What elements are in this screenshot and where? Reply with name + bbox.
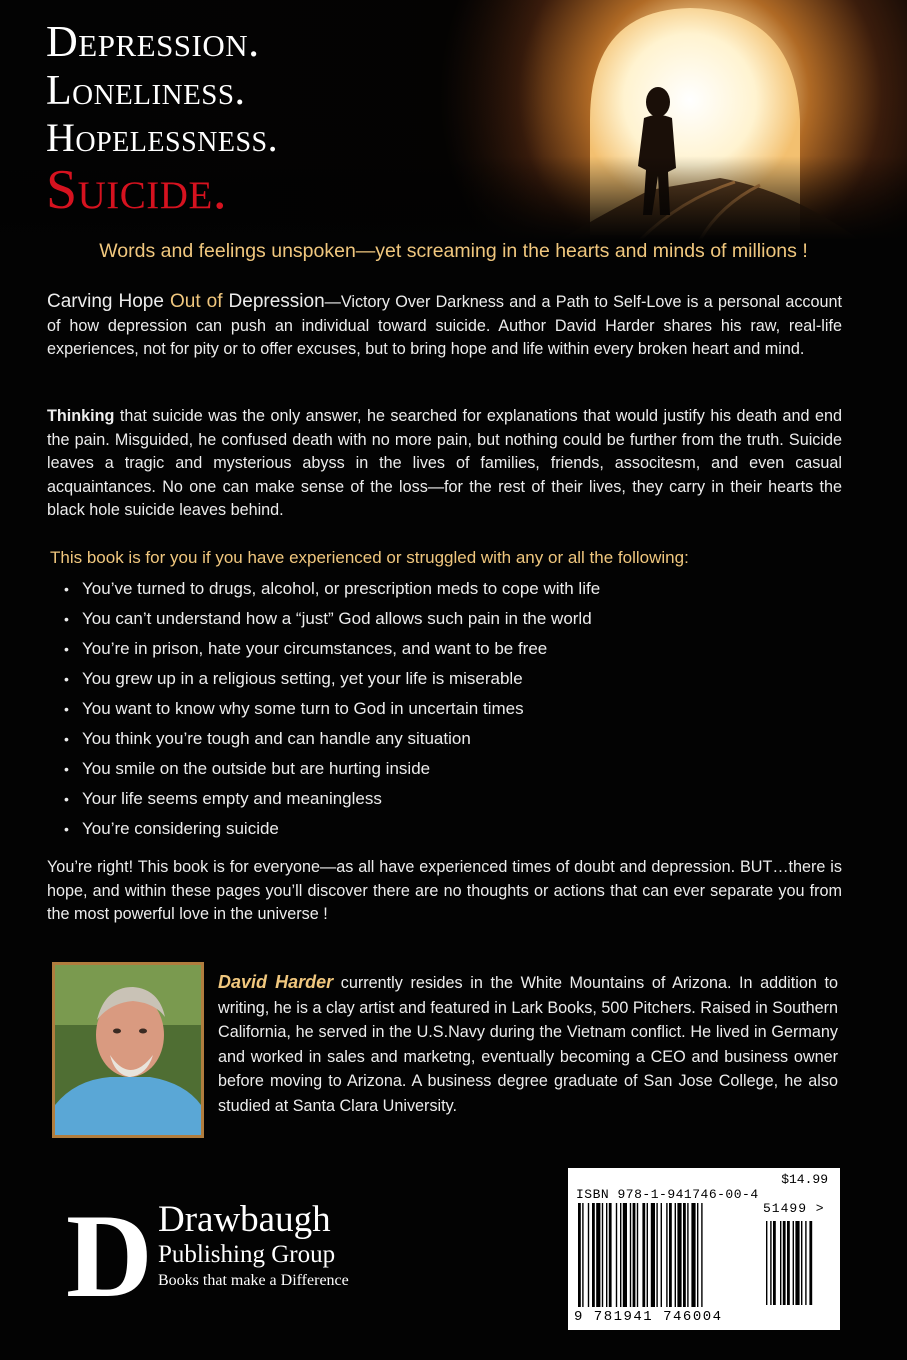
description-paragraph-1 [47, 290, 842, 362]
headline [46, 17, 279, 221]
title-lead: Carving Hope [47, 291, 170, 312]
paragraph-1-text: —Victory Over Darkness and a Path to Self-Love is a personal account of how depression can push an individual toward suicide. Author David Harder shares his raw, real-life experiences, not for pity or to offer excuses, but to bring hope and life within every broken heart and mind. [47, 293, 843, 358]
list-item: • You want to know why some turn to God in uncertain times [64, 696, 600, 726]
isbn-label: ISBN 978-1-941746-00-4 [576, 1187, 759, 1202]
isbn-barcode [568, 1168, 840, 1330]
bullet-icon: • [64, 791, 69, 807]
list-item: • You’re considering suicide [64, 816, 600, 846]
list-item: • Your life seems empty and meaningless [64, 786, 600, 816]
bullet-intro: This book is for you if you have experienced or struggled with any or all the following: [50, 548, 689, 567]
author-name: David Harder [218, 972, 334, 992]
publisher-tagline: Books that make a Difference [158, 1272, 349, 1289]
headline-depression: Depression. [46, 17, 260, 66]
bullet-icon: • [64, 701, 69, 717]
bullet-icon: • [64, 821, 69, 837]
description-paragraph-2 [47, 405, 842, 523]
barcode-icon [578, 1203, 833, 1313]
bullet-icon: • [64, 611, 69, 627]
publisher-logo [158, 1200, 349, 1292]
list-item: • You grew up in a religious setting, yet your life is miserable [64, 666, 600, 696]
bullet-icon: • [64, 761, 69, 777]
author-bio [218, 970, 838, 1118]
list-item: • You’ve turned to drugs, alcohol, or prescription meds to cope with life [64, 576, 600, 606]
bullet-icon: • [64, 581, 69, 597]
headline-hopelessness: Hopelessness. [46, 115, 279, 160]
description-paragraph-3: You’re right! This book is for everyone—as all have experienced times of doubt and depression. BUT…there is hope, and within these pages you’ll discover there are no thoughts or actions that can ever separate you from the most powerful love in the universe ! [47, 858, 842, 923]
bullet-icon: • [64, 641, 69, 657]
bullet-list [64, 576, 600, 846]
paragraph-2-lead: Thinking [47, 407, 115, 425]
headline-suicide: Suicide. [46, 159, 228, 221]
list-item: • You think you’re tough and can handle any situation [64, 726, 600, 756]
paragraph-2-text: that suicide was the only answer, he searched for explanations that would justify his death and end the pain. Misguided, he confused death with no more pain, but nothing could be further from the truth. Suicide leaves a tragic and mysterious abyss in the lives of families, friends, associtesm, and even casual acquaintances. No one can make sense of the loss—for the rest of their lives, they carry in their hearts the black hole suicide leaves behind. [47, 407, 842, 519]
tagline: Words and feelings unspoken—yet screaming in the hearts and minds of millions ! [99, 240, 808, 262]
publisher-name: Drawbaugh [158, 1199, 331, 1240]
list-item: • You smile on the outside but are hurting inside [64, 756, 600, 786]
publisher-subtitle: Publishing Group [158, 1241, 336, 1268]
price-label: $14.99 [781, 1172, 828, 1187]
barcode-addon-number: 51499 > [763, 1201, 825, 1216]
ean-number: 9 781941 746004 [574, 1309, 723, 1325]
title-lead-2: Depression [222, 291, 325, 312]
publisher-logo-icon: D [66, 1189, 153, 1322]
bullet-icon: • [64, 731, 69, 747]
title-accent: Out of [169, 291, 223, 312]
bullet-icon: • [64, 671, 69, 687]
author-bio-text: currently resides in the White Mountains of Arizona. In addition to writing, he is a clay artist and featured in Lark Books, 500 Pitchers. Raised in Southern California, he served in the U.S.Navy during the Vietnam conflict. He lived in Germany and worked in sales and marketng, eventually becoming a CEO and business owner before moving to Arizona. A business degree graduate of San Jose College, he also studied at Santa Clara University. [218, 974, 838, 1115]
author-portrait-icon [55, 965, 201, 1135]
list-item: • You can’t understand how a “just” God allows such pain in the world [64, 606, 600, 636]
author-photo [52, 962, 204, 1138]
headline-loneliness: Loneliness. [46, 68, 246, 114]
list-item: • You’re in prison, hate your circumstances, and want to be free [64, 636, 600, 666]
